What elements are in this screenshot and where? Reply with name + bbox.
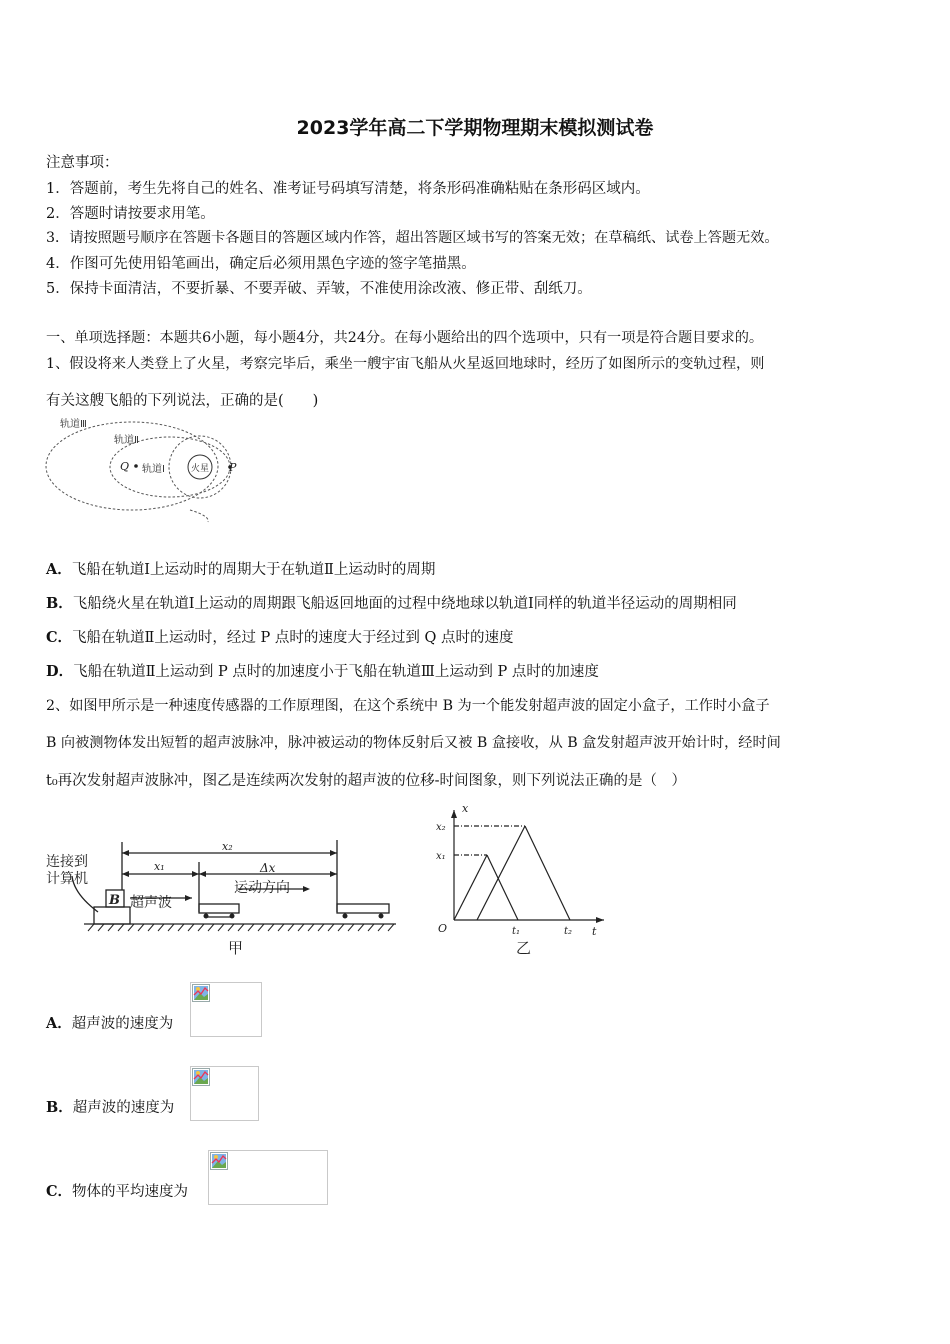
connect-label: 计算机 <box>46 871 88 887</box>
notice-item: 4．作图可先使用铅笔画出，确定后必须用黑色字迹的签字笔描黑。 <box>46 256 476 272</box>
p-label: P <box>229 461 237 474</box>
q1-stem: 1、假设将来人类登上了火星，考察完毕后，乘坐一艘宇宙飞船从火星返回地球时，经历了如图所示的变轨过程，则 <box>46 356 765 372</box>
x1-tick-label: x₁ <box>436 851 446 862</box>
formula-image-placeholder <box>190 1066 259 1121</box>
broken-image-icon <box>210 1152 228 1170</box>
orbit-2-label: 轨道Ⅱ <box>114 435 139 446</box>
xt-graph <box>432 798 612 960</box>
x2-label: x₂ <box>222 840 233 853</box>
base-block <box>94 907 130 924</box>
sensor-figure <box>42 832 402 962</box>
dx-label: Δx <box>260 861 276 875</box>
axis-x-label: x <box>462 802 469 815</box>
formula-image-placeholder <box>208 1150 328 1205</box>
q2-stem: B 向被测物体发出短暂的超声波脉冲，脉冲被运动的物体反射后又被 B 盒接收，从 B 盒发射超声波开始计时，经时间 <box>46 735 781 751</box>
q2-stem: 2、如图甲所示是一种速度传感器的工作原理图，在这个系统中 B 为一个能发射超声波的固定小盒子，工作时小盒子 <box>46 698 770 714</box>
t1-tick-label: t₁ <box>512 926 521 937</box>
q1-option-d[interactable]: D．飞船在轨道Ⅱ上运动到 P 点时的加速度小于飞船在轨道Ⅲ上运动到 P 点时的加速度 <box>46 663 599 680</box>
wave-label: 超声波 <box>130 895 172 911</box>
q-label: Q <box>120 460 130 473</box>
planet-label: 火星 <box>191 464 210 474</box>
cart-2 <box>337 904 389 913</box>
q2-option-b[interactable]: B．超声波的速度为 <box>46 1099 175 1116</box>
q1-option-a[interactable]: A．飞船在轨道Ⅰ上运动时的周期大于在轨道Ⅱ上运动时的周期 <box>46 561 436 578</box>
broken-image-icon <box>192 984 210 1002</box>
q2-option-a[interactable]: A．超声波的速度为 <box>46 1015 174 1032</box>
figure-caption-yi: 乙 <box>516 939 532 957</box>
broken-image-icon <box>192 1068 210 1086</box>
notice-item: 3．请按照题号顺序在答题卡各题目的答题区域内作答，超出答题区域书写的答案无效；在草稿纸、试卷上答题无效。 <box>46 230 779 246</box>
notice-heading: 注意事项： <box>46 155 119 171</box>
q1-stem: 有关这艘飞船的下列说法，正确的是( ) <box>46 393 319 409</box>
x2-tick-label: x₂ <box>436 822 446 833</box>
formula-image-placeholder <box>190 982 262 1037</box>
axis-t-label: t <box>592 925 597 938</box>
notice-item: 2．答题时请按要求用笔。 <box>46 206 215 222</box>
q1-option-c[interactable]: C．飞船在轨道Ⅱ上运动时，经过 P 点时的速度大于经过到 Q 点时的速度 <box>46 629 514 646</box>
direction-label: 运动方向 <box>234 880 290 896</box>
origin-label: O <box>438 922 448 935</box>
section-heading: 一、单项选择题：本题共6小题，每小题4分，共24分。在每小题给出的四个选项中，只有一项是符合题目要求的。 <box>46 330 764 346</box>
page-title: 2023学年高二下学期物理期末模拟测试卷 <box>296 117 654 139</box>
orbit-figure <box>40 412 250 524</box>
orbit-1-label: 轨道Ⅰ <box>142 464 165 475</box>
t2-tick-label: t₂ <box>564 926 573 937</box>
x1-label: x₁ <box>154 860 165 873</box>
q1-option-b[interactable]: B．飞船绕火星在轨道Ⅰ上运动的周期跟飞船返回地面的过程中绕地球以轨道Ⅰ同样的轨道半径运动的周期相同 <box>46 595 737 612</box>
orbit-3-label: 轨道Ⅲ <box>60 419 87 430</box>
point-q <box>134 464 138 468</box>
cart-1 <box>199 904 239 913</box>
box-b-label: B <box>109 893 120 908</box>
figure-caption-jia: 甲 <box>228 939 244 957</box>
q2-stem: t₀再次发射超声波脉冲，图乙是连续两次发射的超声波的位移-时间图象，则下列说法正确的是（ ） <box>46 773 687 789</box>
q2-option-c[interactable]: C．物体的平均速度为 <box>46 1183 189 1200</box>
notice-item: 1．答题前，考生先将自己的姓名、准考证号码填写清楚，将条形码准确粘贴在条形码区域内。 <box>46 181 650 197</box>
connect-label: 连接到 <box>46 854 88 870</box>
notice-item: 5．保持卡面清洁，不要折暴、不要弄破、弄皱，不准使用涂改液、修正带、刮纸刀。 <box>46 281 592 297</box>
